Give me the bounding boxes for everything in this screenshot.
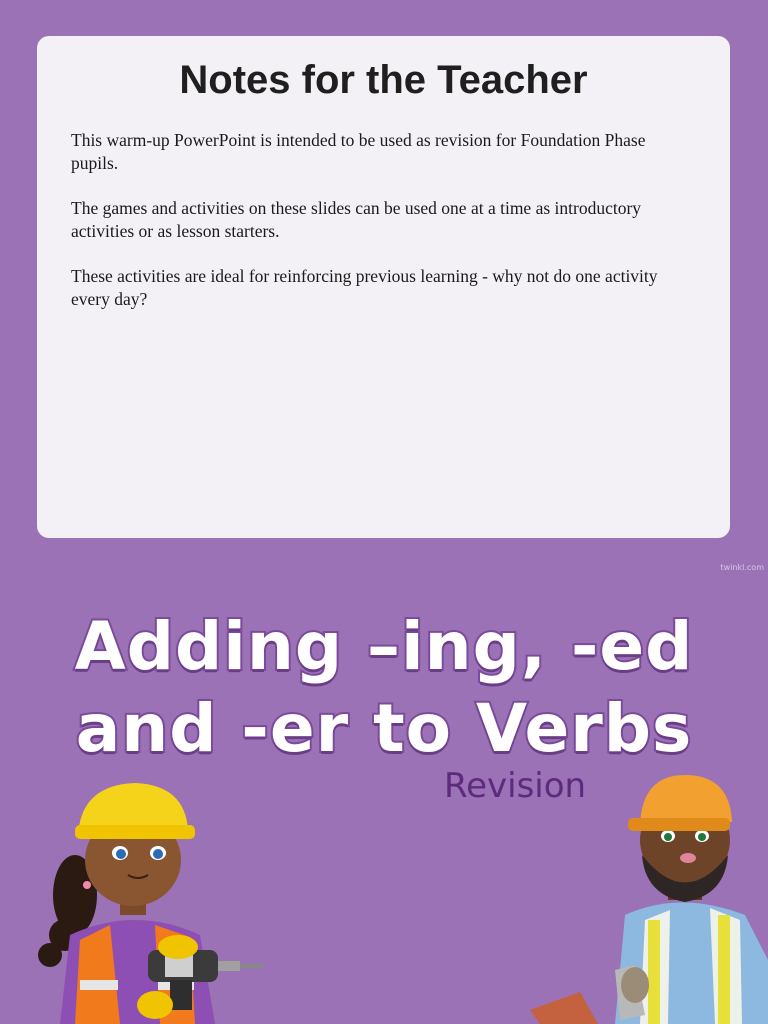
slide-title-line-2: and -er to Verbs	[75, 690, 693, 767]
notes-paragraph: These activities are ideal for reinforcing previous learning - why not do one activity every day?	[71, 266, 658, 309]
teacher-notes-card	[37, 36, 730, 538]
notes-paragraph: This warm-up PowerPoint is intended to be used as revision for Foundation Phase pupils.	[71, 130, 646, 173]
notes-title: Notes for the Teacher	[179, 58, 588, 102]
worker-man-illustration	[520, 770, 768, 1024]
notes-paragraph: The games and activities on these slides can be used one at a time as introductory activities or as lesson starters.	[71, 198, 642, 241]
slide-title-line-1: Adding –ing, -ed	[74, 608, 694, 685]
watermark: twinkl.com	[720, 563, 764, 572]
worker-woman-illustration	[20, 775, 280, 1024]
slide-subtitle: Revision	[444, 766, 587, 806]
notes-body	[71, 129, 691, 333]
